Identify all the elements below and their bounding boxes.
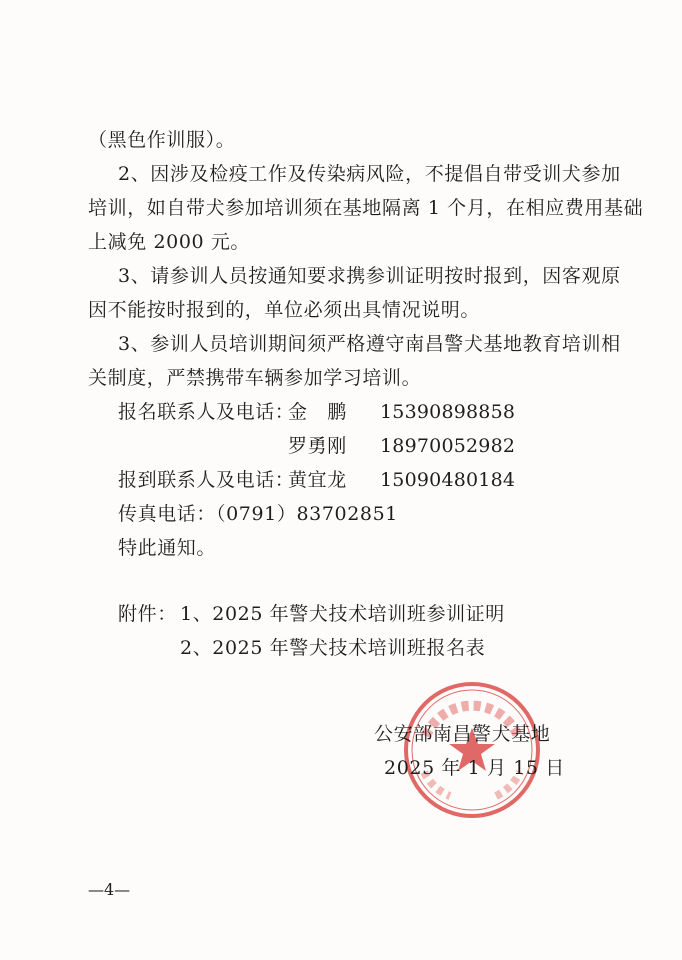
registration-contact-phone-2: 18970052982 (380, 435, 516, 457)
body-line-black-uniform: （黑色作训服）。 (88, 129, 236, 151)
item-3b-line-1: 3、参训人员培训期间须严格遵守南昌警犬基地教育培训相 (118, 333, 621, 355)
item-2-line-1: 2、因涉及检疫工作及传染病风险，不提倡自带受训犬参加 (118, 163, 621, 185)
fax-number: 传真电话：（0791）83702851 (118, 503, 398, 525)
item-3b-line-2: 关制度，严禁携带车辆参加学习培训。 (88, 367, 422, 389)
page-number: —4— (88, 880, 131, 899)
official-seal-icon (398, 676, 546, 824)
registration-contact-name-2: 罗勇刚 (288, 435, 347, 457)
checkin-contact-label: 报到联系人及电话： (118, 469, 295, 491)
signing-organization: 公安部南昌警犬基地 (374, 723, 551, 745)
registration-contact-name-1: 金 鹏 (288, 401, 347, 423)
item-2-line-3: 上减免 2000 元。 (88, 231, 251, 253)
item-3a-line-2: 因不能按时报到的，单位必须出具情况说明。 (88, 299, 481, 321)
attachment-item-1: 1、2025 年警犬技术培训班参训证明 (180, 603, 505, 625)
attachments-label: 附件： (118, 603, 177, 625)
attachment-item-2: 2、2025 年警犬技术培训班报名表 (180, 637, 486, 659)
signing-date: 2025 年 1 月 15 日 (384, 757, 565, 779)
item-2-line-2: 培训，如自带犬参加培训须在基地隔离 1 个月，在相应费用基础 (88, 197, 644, 219)
registration-contact-label: 报名联系人及电话： (118, 401, 295, 423)
checkin-contact-name: 黄宜龙 (288, 469, 347, 491)
registration-contact-phone-1: 15390898858 (380, 401, 516, 423)
checkin-contact-phone: 15090480184 (380, 469, 516, 491)
item-3a-line-1: 3、请参训人员按通知要求携参训证明按时报到，因客观原 (118, 265, 621, 287)
closing-text: 特此通知。 (118, 537, 217, 559)
